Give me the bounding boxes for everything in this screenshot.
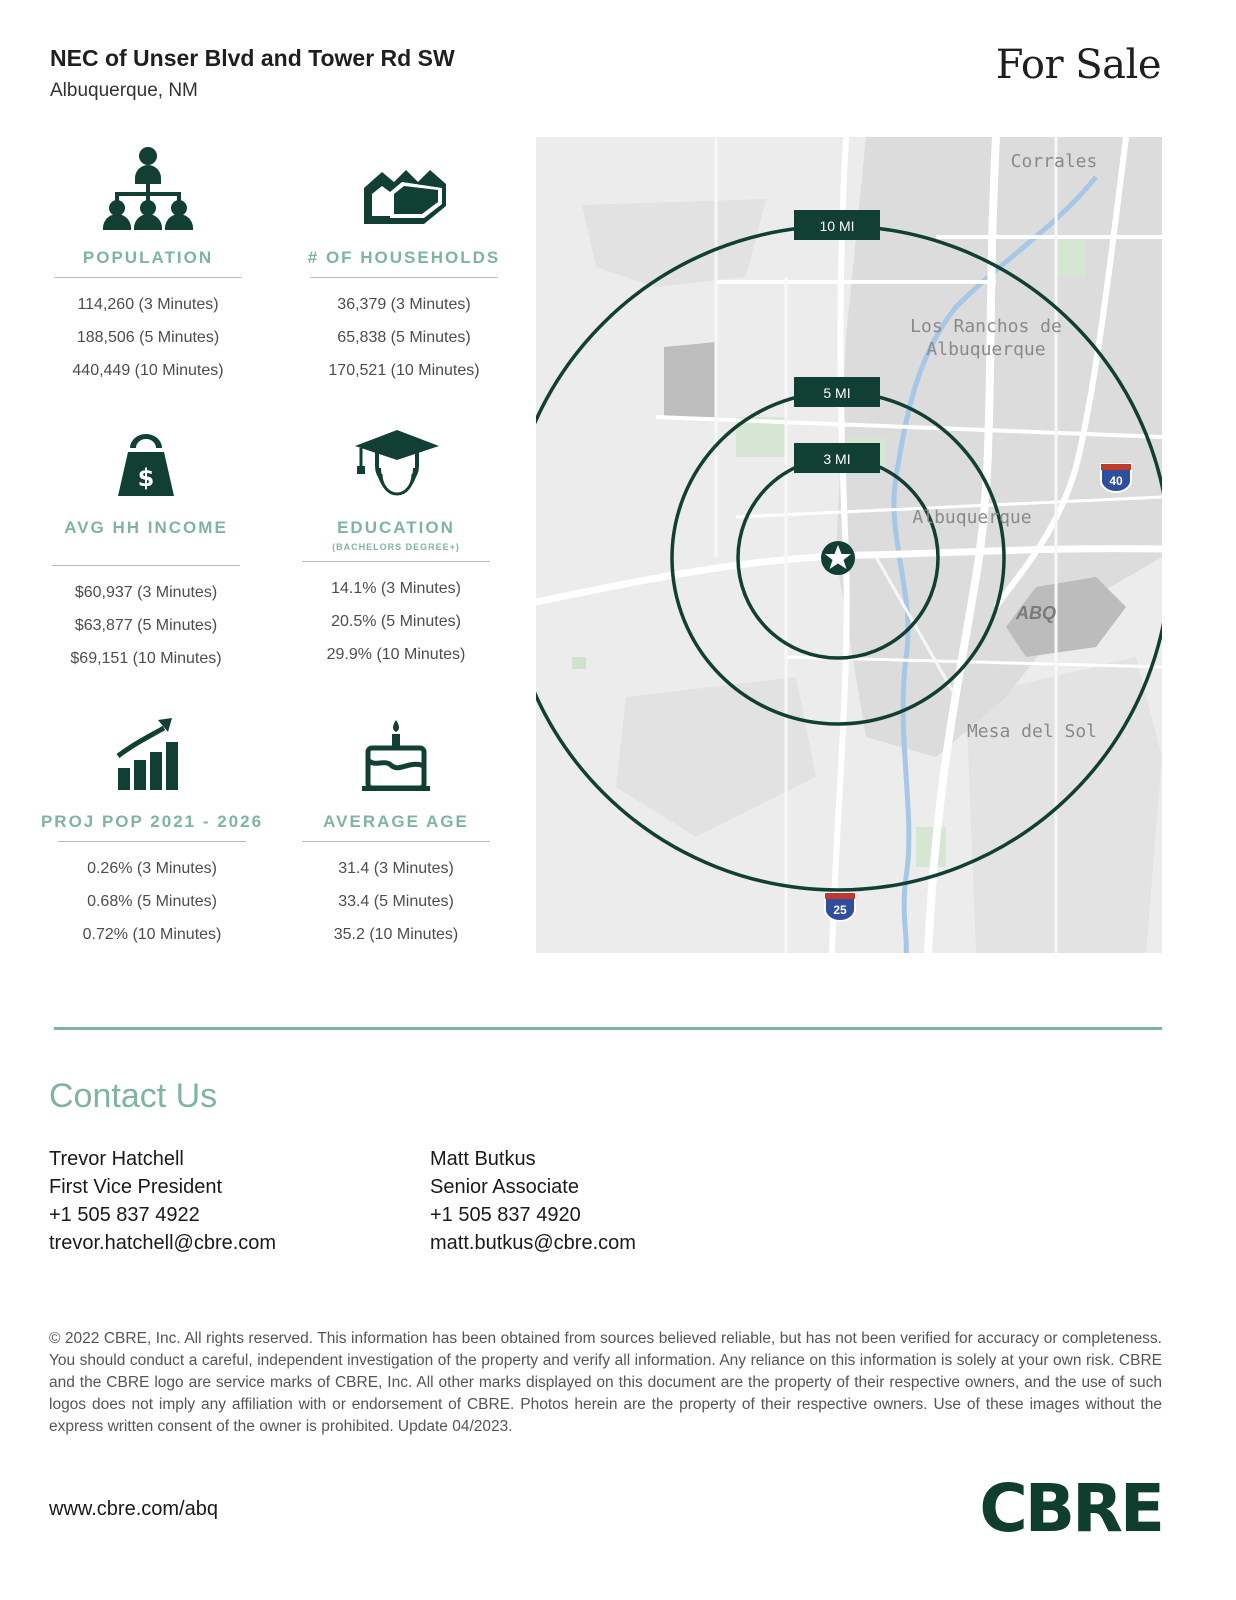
svg-text:$: $ — [137, 464, 155, 492]
houses-icon — [284, 120, 524, 230]
stat-label: # OF HOUSEHOLDS — [307, 248, 501, 267]
stat-value: 31.4 (3 Minutes) — [338, 860, 454, 877]
growth-chart-icon — [32, 684, 272, 794]
stat-education — [276, 390, 516, 671]
stat-value: 170,521 (10 Minutes) — [328, 362, 480, 379]
ring-label-3mi: 3 MI — [823, 451, 851, 467]
map-label-albuquerque: Albuquerque — [912, 507, 1032, 528]
contact-email[interactable]: matt.butkus@cbre.com — [430, 1232, 636, 1254]
stat-households — [284, 120, 524, 387]
divider — [310, 277, 498, 278]
legal-disclaimer: © 2022 CBRE, Inc. All rights reserved. This information has been obtained from sources believed reliable, but has not been verified for accuracy or completeness. You should conduct a careful, independent investigation of the property and verify all information. Any reliance on this information is solely at your own risk. CBRE and the CBRE logo are service marks of CBRE, Inc. All other marks displayed on this document are the property of their respective owners, and the use of such logos does not imply any affiliation with or endorsement of CBRE. Photos herein are the property of their respective owners. Use of these images without the express written consent of the owner is prohibited. Update 04/2023. — [49, 1330, 1162, 1435]
interstate-40-shield-icon — [1101, 464, 1131, 492]
stat-value: 0.26% (3 Minutes) — [87, 860, 217, 877]
stat-label: EDUCATION — [337, 518, 455, 537]
money-bag-icon — [26, 390, 266, 500]
org-chart-icon — [28, 120, 268, 230]
contact-title: Senior Associate — [430, 1176, 579, 1198]
contact-phone[interactable]: +1 505 837 4920 — [430, 1204, 581, 1226]
listing-status: For Sale — [995, 42, 1161, 88]
divider — [52, 565, 240, 566]
divider — [302, 841, 490, 842]
stat-value: 35.2 (10 Minutes) — [333, 926, 459, 943]
stat-value: 440,449 (10 Minutes) — [72, 362, 224, 379]
map-label-mesa-del-sol: Mesa del Sol — [966, 721, 1098, 742]
ring-label-5mi: 5 MI — [823, 385, 851, 401]
divider — [54, 277, 242, 278]
stat-value: 0.68% (5 Minutes) — [87, 893, 217, 910]
stat-label: AVERAGE AGE — [323, 812, 469, 831]
graduate-icon — [276, 390, 516, 500]
property-location: Albuquerque, NM — [50, 80, 198, 101]
website-link[interactable]: www.cbre.com/abq — [49, 1498, 218, 1520]
svg-text:40: 40 — [1109, 474, 1123, 488]
contact-heading: Contact Us — [49, 1077, 218, 1115]
stat-value: 29.9% (10 Minutes) — [326, 646, 466, 663]
divider — [302, 561, 490, 562]
star-icon — [821, 541, 855, 575]
contact-name: Matt Butkus — [430, 1148, 536, 1170]
stat-value: 114,260 (3 Minutes) — [77, 296, 219, 313]
stat-label: POPULATION — [82, 248, 214, 267]
stat-sublabel: (BACHELORS DEGREE+) — [332, 542, 460, 552]
map-label-los-ranchos: Los Ranchos de — [910, 316, 1062, 337]
contact-title: First Vice President — [49, 1176, 223, 1198]
stat-value: 33.4 (5 Minutes) — [338, 893, 454, 910]
stat-label: AVG HH INCOME — [64, 518, 228, 537]
contact-card — [430, 1145, 636, 1257]
stat-value: 20.5% (5 Minutes) — [331, 613, 461, 630]
svg-text:25: 25 — [833, 903, 847, 917]
stat-value: 36,379 (3 Minutes) — [337, 296, 471, 313]
stat-value: 0.72% (10 Minutes) — [82, 926, 222, 943]
stat-value: 14.1% (3 Minutes) — [331, 580, 461, 597]
stat-average-age — [276, 684, 516, 951]
divider — [58, 841, 246, 842]
section-divider — [54, 1027, 1162, 1030]
stat-value: $60,937 (3 Minutes) — [74, 584, 218, 601]
stat-projected-population — [32, 684, 272, 951]
interstate-25-shield-icon — [825, 893, 855, 921]
map-label-corrales: Corrales — [1010, 151, 1098, 172]
contact-name: Trevor Hatchell — [49, 1148, 184, 1170]
stat-value: $63,877 (5 Minutes) — [74, 617, 218, 634]
birthday-cake-icon — [276, 684, 516, 794]
stat-value: $69,151 (10 Minutes) — [70, 650, 222, 667]
contact-phone[interactable]: +1 505 837 4922 — [49, 1204, 200, 1226]
map-label-los-ranchos-2: Albuquerque — [926, 339, 1046, 360]
cbre-logo: CBRE — [979, 1470, 1162, 1547]
contact-card — [49, 1145, 276, 1257]
map-label-abq-airport: ABQ — [1016, 603, 1056, 623]
radius-map[interactable] — [536, 137, 1162, 953]
stat-population — [28, 120, 268, 387]
stat-value: 188,506 (5 Minutes) — [76, 329, 220, 346]
contact-email[interactable]: trevor.hatchell@cbre.com — [49, 1232, 277, 1254]
ring-label-10mi: 10 MI — [819, 218, 855, 234]
stat-label: PROJ POP 2021 - 2026 — [40, 812, 264, 831]
stat-value: 65,838 (5 Minutes) — [337, 329, 471, 346]
property-title: NEC of Unser Blvd and Tower Rd SW — [50, 45, 455, 71]
stat-income — [26, 390, 266, 675]
